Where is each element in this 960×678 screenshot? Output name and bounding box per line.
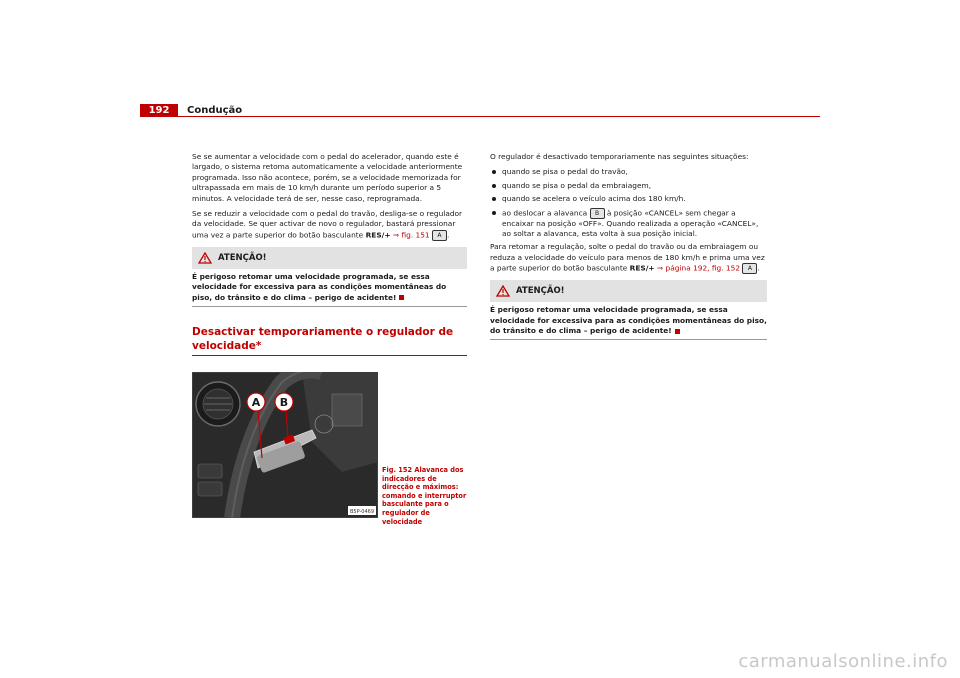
warning-header — [192, 247, 467, 269]
list-item-text: ao deslocar a alavanca — [502, 208, 590, 218]
res-button-label: RES/+ — [629, 263, 655, 273]
warning-title: ATENÇÃO! — [516, 286, 565, 297]
left-column — [192, 152, 467, 368]
list-item — [490, 208, 767, 240]
bullet-list — [490, 167, 767, 239]
reference-badge: B — [590, 208, 605, 219]
end-mark-icon — [675, 329, 680, 334]
list-item: quando se pisa o pedal do travão, — [490, 167, 767, 177]
figure-link[interactable]: ⇒ fig. 151 — [392, 230, 430, 240]
reference-badge: A — [432, 230, 447, 241]
watermark: carmanualsonline.info — [738, 651, 948, 672]
list-item: quando se acelera o veículo acima dos 180 km/h. — [490, 194, 767, 204]
image-code: B5P-0469 — [349, 509, 375, 515]
paragraph: Se se aumentar a velocidade com o pedal do acelerador, quando este é largado, o sistema retoma automaticamente a velocidade anteriormente programada. Isso não acontece, porém, se a velocidade memorizada for ultrapassada em mais de 10 km/h durante um período superior a 5 minutos. A velocidade terá de ser, nesse caso, reprogramada. — [192, 152, 463, 203]
warning-icon — [496, 285, 510, 297]
warning-box — [192, 247, 467, 307]
list-item-text: à posição «CANCEL» sem chegar a encaixar na posição «OFF». Quando realizada a operação «CANCEL», ao soltar a alavanca, esta volta à sua posição inicial. — [502, 208, 759, 239]
steering-lever-illustration — [192, 372, 378, 518]
paragraph-text: Se se reduzir a velocidade com o pedal do travão, desliga-se o regulador da velocidade. Se quer activar de novo o regulador, bastará pressionar uma vez a parte superior do botão basculante — [192, 209, 463, 240]
warning-text-content: É perigoso retomar uma velocidade programada, se essa velocidade for excessiva para as condições momentâneas do piso, do trânsito e do clima – perigo de acidente! — [192, 271, 447, 302]
warning-icon — [198, 252, 212, 264]
warning-title: ATENÇÃO! — [218, 252, 267, 263]
res-button-label: RES/+ — [365, 230, 391, 240]
paragraph: Se se reduzir a velocidade com o pedal do travão, desliga-se o regulador da velocidade. Se quer activar de novo o regulador, bastará pressionar uma vez a parte superior do botão basculante RES/+ ⇒ fig. 151 A . — [192, 209, 463, 240]
warning-header — [490, 280, 767, 302]
warning-text — [192, 269, 467, 306]
subheading: Desactivar temporariamente o regulador de velocidade* — [192, 325, 467, 356]
page-number: 192 — [140, 104, 178, 117]
list-item: quando se pisa o pedal da embraiagem, — [490, 181, 767, 191]
reference-badge: A — [742, 263, 757, 274]
section-title: Condução — [187, 105, 243, 116]
warning-text — [490, 302, 767, 339]
warning-box — [490, 280, 767, 340]
page-link[interactable]: ⇒ página 192, fig. 152 — [657, 263, 741, 273]
right-column — [490, 152, 767, 348]
end-mark-icon — [399, 295, 404, 300]
figure-caption: Fig. 152 Alavanca dos indicadores de direcção e máximos: comando e interruptor basculante para o regulador de velocidade — [382, 466, 467, 526]
warning-text-content: É perigoso retomar uma velocidade programada, se essa velocidade for excessiva para as condições momentâneas do piso, do trânsito e do clima – perigo de acidente! — [490, 305, 767, 336]
paragraph: Para retomar a regulação, solte o pedal do travão ou da embraiagem ou reduza a velocidade do veículo para menos de 180 km/h e prima uma vez a parte superior do botão basculante RES/+ ⇒ página 192, fig. 152 A . — [490, 242, 765, 273]
callout-label-a: A — [251, 396, 261, 409]
paragraph: O regulador é desactivado temporariamente nas seguintes situações: — [490, 152, 749, 161]
figure-image — [192, 372, 378, 518]
callout-label-b: B — [279, 396, 289, 409]
paragraph-text: Para retomar a regulação, solte o pedal do travão ou da embraiagem ou reduza a velocidade do veículo para menos de 180 km/h e prima uma vez a parte superior do botão basculante — [490, 242, 765, 273]
